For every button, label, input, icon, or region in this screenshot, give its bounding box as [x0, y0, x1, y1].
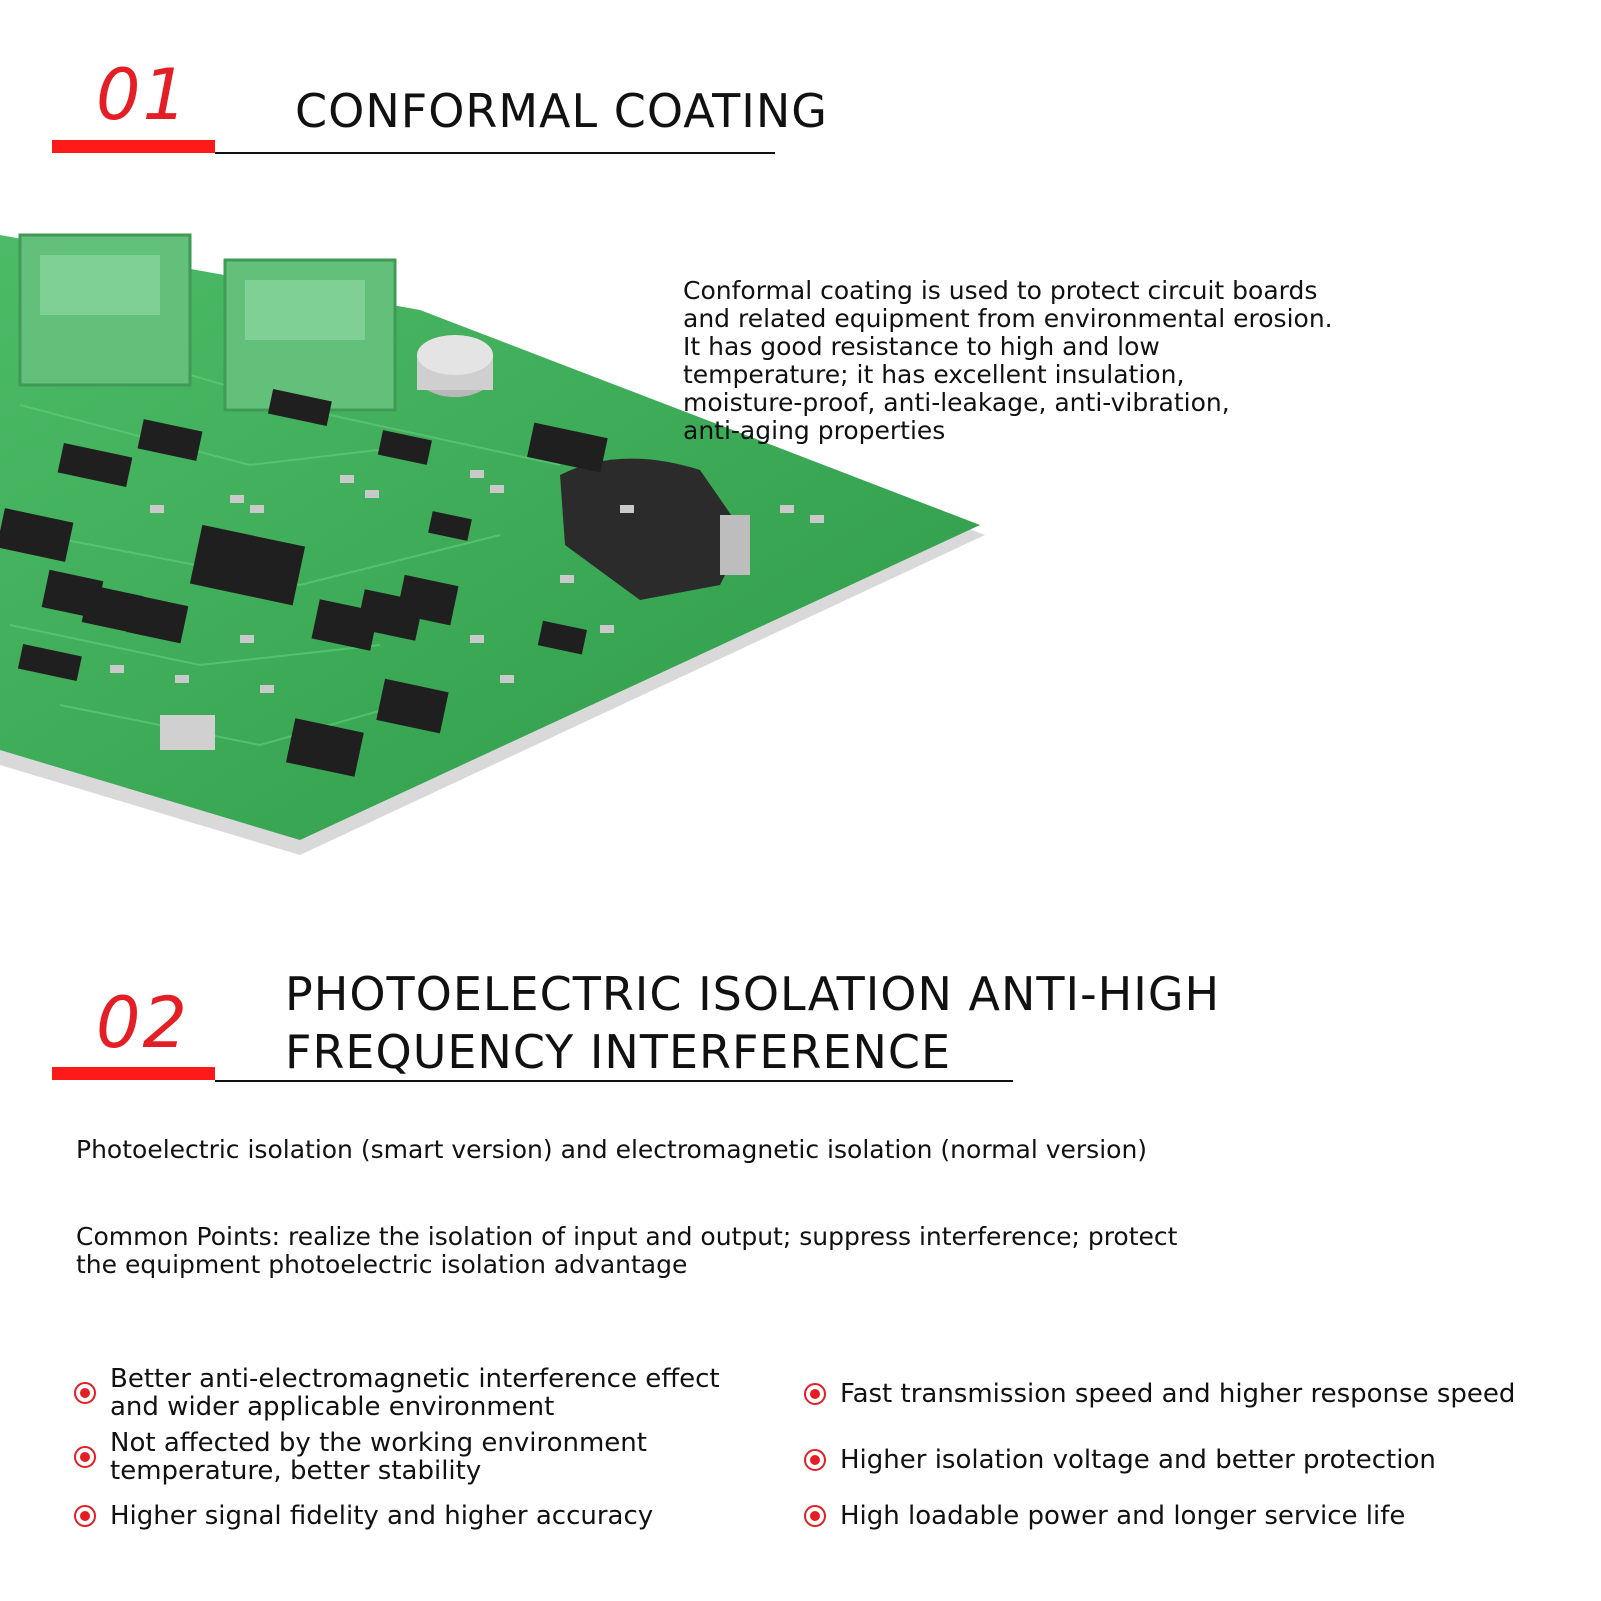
red-target-bullet-icon — [74, 1505, 96, 1527]
section-2-number: 02 — [96, 982, 190, 1064]
section-1-red-bar — [52, 140, 215, 153]
feature-item — [804, 1502, 1405, 1530]
feature-text: Not affected by the working environment temperature, better stability — [110, 1428, 647, 1486]
section-1-title: CONFORMAL COATING — [295, 84, 828, 138]
feature-item — [804, 1446, 1436, 1474]
section-1-number: 01 — [96, 54, 190, 136]
feature-text: High loadable power and longer service life — [840, 1501, 1406, 1531]
section-1-underline — [215, 152, 775, 154]
section-2-underline — [215, 1080, 1013, 1082]
feature-text: Fast transmission speed and higher response speed — [840, 1379, 1516, 1409]
section-2-paragraph-2: Common Points: realize the isolation of input and output; suppress interference; protect the equipment photoelectric isolation advantage — [76, 1222, 1178, 1279]
section-1-description: Conformal coating is used to protect circuit boards and related equipment from environmental erosion. It has good resistance to high and low temperature; it has excellent insulation, moisture-proof, anti-leakage, anti-vibration, anti-aging properties — [683, 276, 1333, 445]
section-2-paragraph-1: Photoelectric isolation (smart version) and electromagnetic isolation (normal version) — [76, 1135, 1148, 1164]
feature-text: Higher isolation voltage and better protection — [840, 1445, 1436, 1475]
section-2-title-line-1: PHOTOELECTRIC ISOLATION ANTI-HIGH — [285, 967, 1221, 1021]
feature-item — [74, 1502, 653, 1530]
feature-text: Higher signal fidelity and higher accuracy — [110, 1501, 654, 1531]
red-target-bullet-icon — [804, 1383, 826, 1405]
feature-text: Better anti-electromagnetic interference effect and wider applicable environment — [110, 1364, 720, 1422]
red-target-bullet-icon — [804, 1505, 826, 1527]
red-target-bullet-icon — [804, 1449, 826, 1471]
red-target-bullet-icon — [74, 1446, 96, 1468]
feature-item — [74, 1365, 720, 1421]
section-2-title-line-2: FREQUENCY INTERFERENCE — [285, 1025, 952, 1079]
feature-item — [74, 1429, 647, 1485]
feature-item — [804, 1380, 1515, 1408]
red-target-bullet-icon — [74, 1382, 96, 1404]
section-2-red-bar — [52, 1067, 215, 1080]
